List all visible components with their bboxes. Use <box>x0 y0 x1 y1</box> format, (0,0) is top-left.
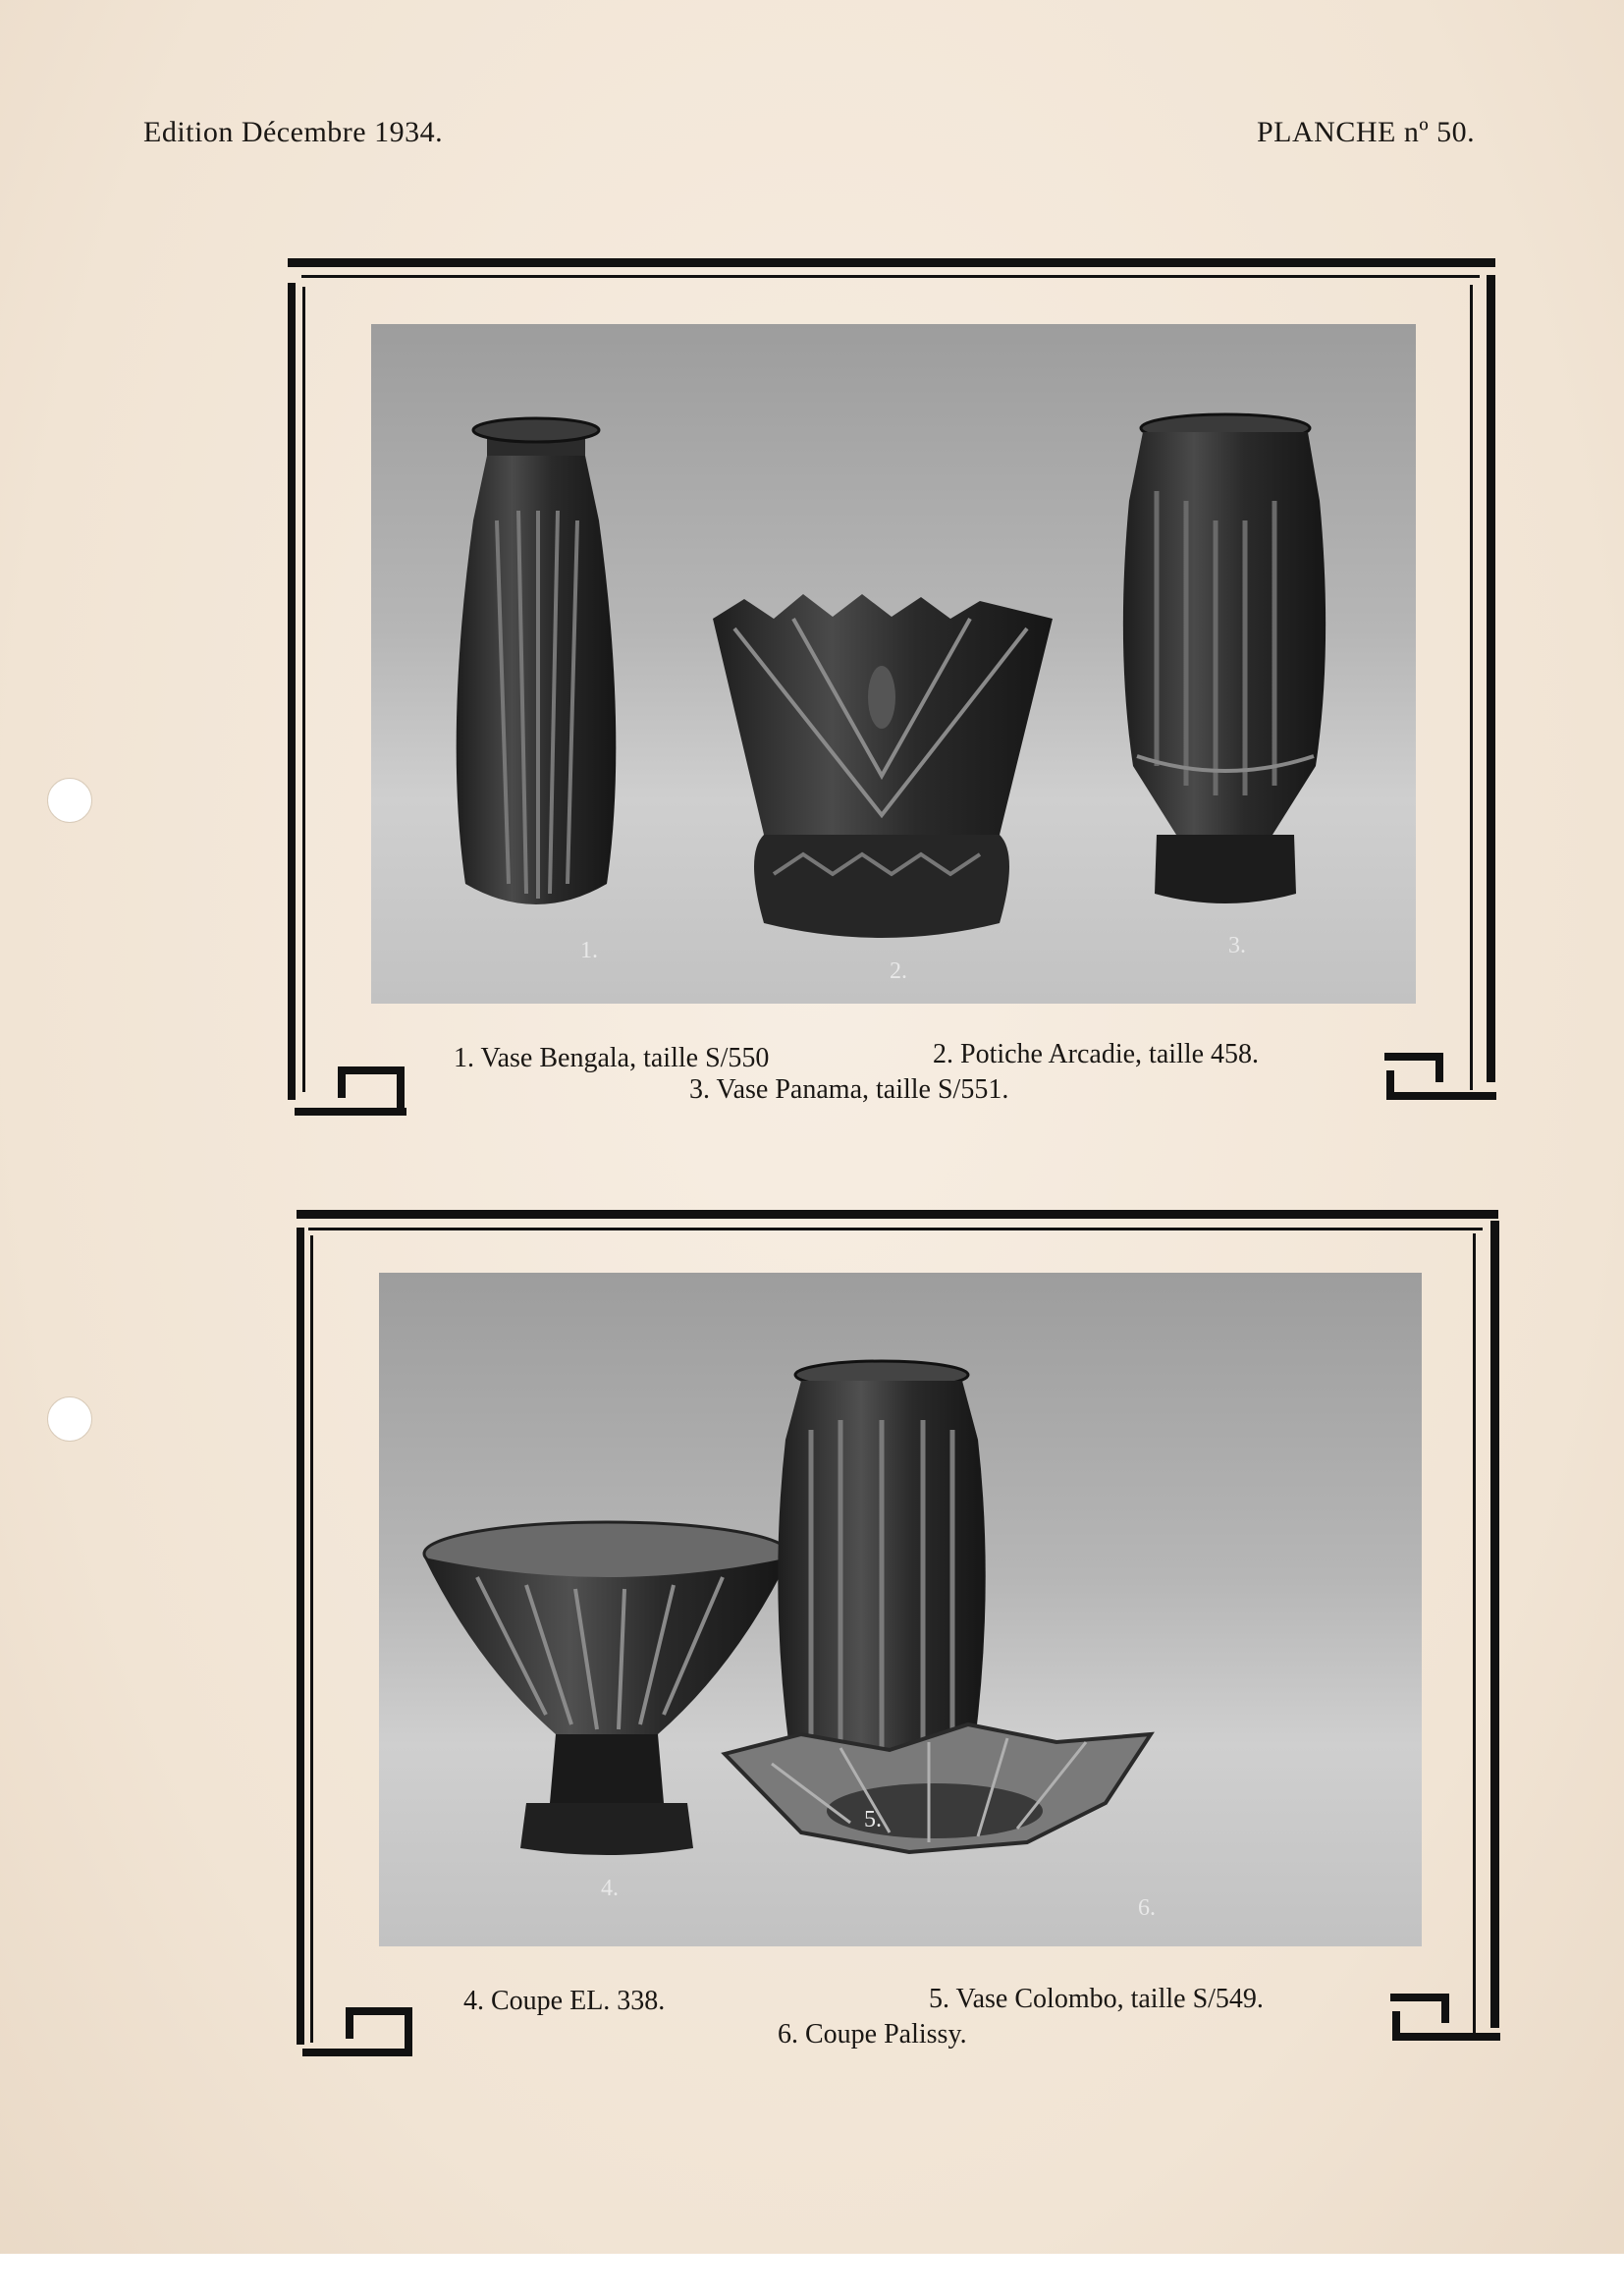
coupe-palissy <box>725 1724 1151 1852</box>
binder-hole-bottom <box>47 1396 92 1442</box>
caption-item-3: 3. Vase Panama, taille S/551. <box>689 1074 1009 1105</box>
photo-number: 1. <box>580 938 598 963</box>
potiche-arcadie <box>713 594 1053 938</box>
photo-illustration <box>371 324 1416 1004</box>
photo-vases-1-3 <box>371 324 1416 1004</box>
vase-panama <box>1123 414 1326 903</box>
photo-number: 5. <box>864 1807 882 1832</box>
photo-number: 6. <box>1138 1895 1156 1921</box>
coupe-el-338 <box>424 1522 789 1855</box>
caption-item-5: 5. Vase Colombo, taille S/549. <box>929 1984 1264 2014</box>
photo-number: 4. <box>601 1876 619 1901</box>
edition-date: Edition Décembre 1934. <box>143 116 444 148</box>
photo-items-4-6 <box>379 1273 1422 1946</box>
scan-margin <box>0 2254 1624 2296</box>
caption-item-2: 2. Potiche Arcadie, taille 458. <box>933 1039 1260 1069</box>
vase-colombo <box>778 1361 985 1774</box>
caption-item-6: 6. Coupe Palissy. <box>778 2019 967 2050</box>
plate-number: PLANCHE nº 50. <box>1257 116 1476 148</box>
caption-item-4: 4. Coupe EL. 338. <box>463 1986 666 2016</box>
photo-illustration <box>379 1273 1422 1946</box>
caption-item-1: 1. Vase Bengala, taille S/550 <box>454 1043 770 1073</box>
binder-hole-top <box>47 778 92 823</box>
photo-number: 2. <box>890 958 907 984</box>
photo-number: 3. <box>1228 933 1246 958</box>
vase-bengala <box>457 418 617 904</box>
